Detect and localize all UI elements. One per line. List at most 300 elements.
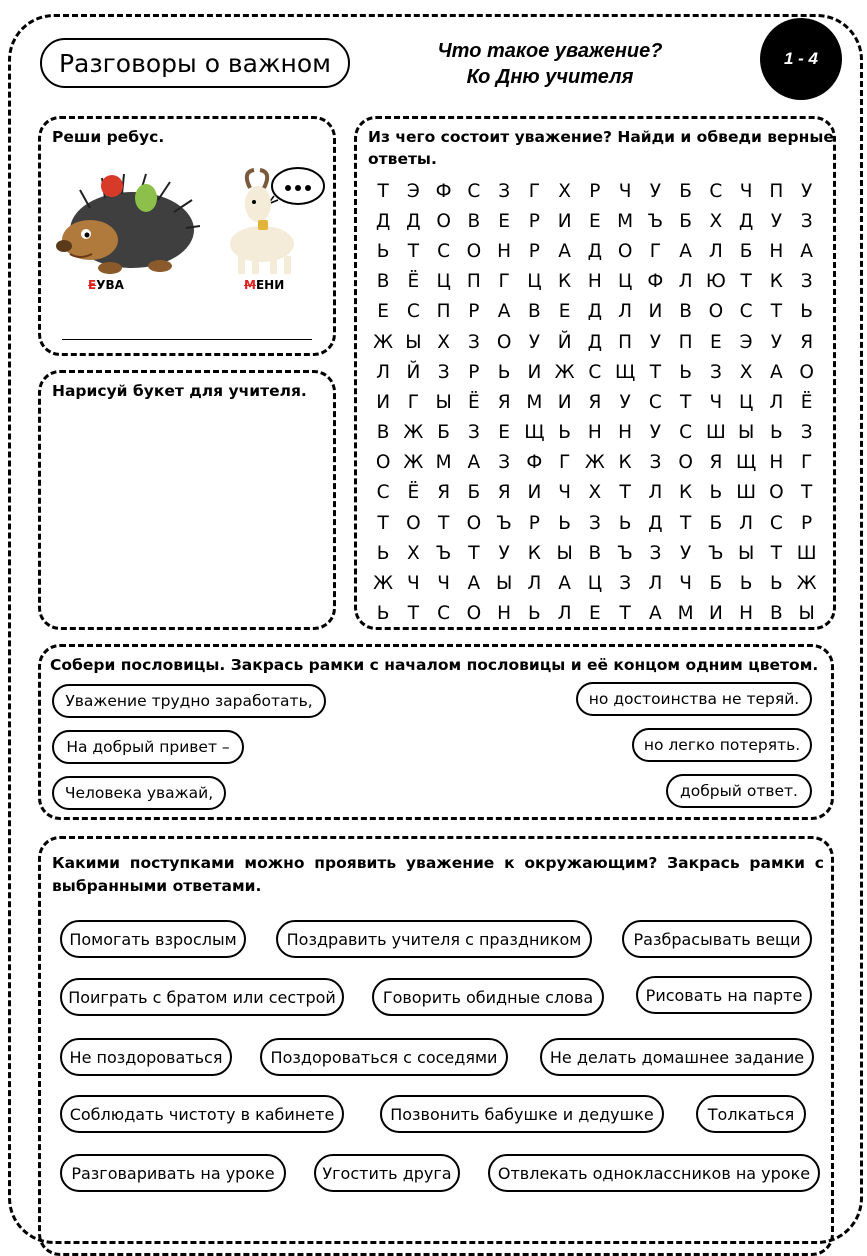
wordsearch-letter[interactable]: С bbox=[406, 301, 420, 323]
wordsearch-letter[interactable]: Н bbox=[769, 452, 784, 474]
wordsearch-letter[interactable]: О bbox=[708, 301, 724, 323]
wordsearch-letter[interactable]: Щ bbox=[615, 361, 636, 383]
action-text: Угостить друга bbox=[322, 1163, 452, 1183]
wordsearch-letter[interactable]: Г bbox=[558, 452, 571, 474]
wordsearch-letter[interactable]: Г bbox=[649, 240, 662, 262]
action-text: Разговаривать на уроке bbox=[71, 1163, 275, 1183]
wordsearch-letter[interactable]: Д bbox=[587, 240, 603, 262]
wordsearch-letter[interactable]: Ж bbox=[554, 361, 575, 383]
wordsearch-letter[interactable]: С bbox=[679, 422, 693, 444]
wordsearch-letter[interactable]: Ё bbox=[800, 391, 813, 413]
wordsearch-letter[interactable]: Т bbox=[619, 603, 631, 625]
rebus-title: Реши ребус. bbox=[52, 128, 165, 146]
wordsearch-letter[interactable]: Ы bbox=[405, 331, 422, 353]
action-text: Толкаться bbox=[707, 1104, 795, 1124]
proverb-beginning-2[interactable] bbox=[52, 730, 244, 764]
rebus-right-rest: ЕНИ bbox=[255, 278, 285, 292]
wordsearch-letter[interactable]: Б bbox=[679, 210, 692, 232]
wordsearch-letter[interactable]: Ь bbox=[739, 573, 753, 595]
wordsearch-letter[interactable]: Н bbox=[587, 271, 602, 293]
wordsearch-letter[interactable]: Ь bbox=[679, 361, 692, 383]
wordsearch-letter[interactable]: Р bbox=[528, 240, 540, 262]
wordsearch-letter[interactable]: Р bbox=[468, 361, 480, 383]
wordsearch-letter[interactable]: У bbox=[770, 331, 783, 353]
wordsearch-letter[interactable]: З bbox=[498, 180, 511, 202]
wordsearch-letter[interactable]: Е bbox=[498, 422, 510, 444]
wordsearch-letter[interactable]: Ъ bbox=[435, 542, 452, 564]
wordsearch-letter[interactable]: О bbox=[375, 452, 391, 474]
wordsearch-letter[interactable]: Н bbox=[497, 603, 512, 625]
wordsearch-letter[interactable]: П bbox=[436, 301, 451, 323]
proverb-text: Уважение трудно заработать, bbox=[65, 692, 313, 710]
wordsearch-letter[interactable]: П bbox=[618, 331, 633, 353]
wordsearch-letter[interactable]: Л bbox=[527, 573, 542, 595]
wordsearch-letter[interactable]: Ъ bbox=[708, 542, 724, 564]
wordsearch-letter[interactable]: Р bbox=[528, 210, 540, 232]
wordsearch-letter[interactable]: Б bbox=[679, 180, 692, 202]
wordsearch-letter[interactable]: Д bbox=[375, 210, 391, 232]
action-text: Не делать домашнее задание bbox=[549, 1047, 805, 1067]
wordsearch-letter[interactable]: П bbox=[769, 180, 784, 202]
wordsearch-letter[interactable]: З bbox=[649, 542, 662, 564]
wordsearch-letter[interactable]: Т bbox=[407, 603, 420, 625]
wordsearch-letter[interactable]: А bbox=[800, 240, 813, 262]
proverbs-title: Собери пословицы. Закрась рамки с началом пословицы и её концом одним цветом. bbox=[50, 656, 819, 674]
wordsearch-letter[interactable]: Ф bbox=[526, 452, 543, 474]
wordsearch-letter[interactable]: О bbox=[466, 240, 482, 262]
wordsearch-letter[interactable]: В bbox=[679, 301, 692, 323]
wordsearch-row bbox=[368, 508, 822, 538]
action-text: Отвлекать одноклассников на уроке bbox=[497, 1163, 811, 1183]
wordsearch-letter[interactable]: Л bbox=[557, 603, 572, 625]
wordsearch-letter[interactable]: В bbox=[376, 271, 390, 293]
wordsearch-letter[interactable]: Я bbox=[709, 452, 723, 474]
wordsearch-letter[interactable]: С bbox=[437, 603, 451, 625]
wordsearch-letter[interactable]: С bbox=[588, 361, 602, 383]
wordsearch-letter[interactable]: З bbox=[649, 452, 662, 474]
action-option[interactable] bbox=[314, 1154, 460, 1192]
wordsearch-letter[interactable]: Б bbox=[739, 240, 753, 262]
wordsearch-letter[interactable]: И bbox=[527, 482, 542, 504]
wordsearch-letter[interactable]: Ш bbox=[705, 422, 726, 444]
wordsearch-letter[interactable]: Л bbox=[376, 361, 391, 383]
wordsearch-letter[interactable]: Ы bbox=[798, 603, 815, 625]
wordsearch-letter[interactable]: В bbox=[528, 301, 541, 323]
wordsearch-letter[interactable]: Р bbox=[468, 301, 480, 323]
wordsearch-letter[interactable]: М bbox=[677, 603, 694, 625]
wordsearch-letter[interactable]: Я bbox=[497, 391, 511, 413]
wordsearch-letter[interactable]: У bbox=[649, 331, 662, 353]
wordsearch-letter[interactable]: У bbox=[649, 422, 662, 444]
proverb-beginning-1[interactable] bbox=[52, 684, 326, 718]
wordsearch-letter[interactable]: Т bbox=[740, 271, 752, 293]
wordsearch-letter[interactable]: Ь bbox=[709, 482, 723, 504]
title-line-2: Ко Дню учителя bbox=[466, 66, 634, 88]
wordsearch-row bbox=[368, 357, 822, 387]
wordsearch-title-1: Из чего состоит уважение? Найди и обведи верные bbox=[368, 128, 834, 146]
wordsearch-row bbox=[368, 538, 822, 568]
wordsearch-letter[interactable]: П bbox=[466, 271, 481, 293]
wordsearch-letter[interactable]: Я bbox=[437, 482, 451, 504]
wordsearch-letter[interactable]: Б bbox=[709, 573, 723, 595]
action-text: Разбрасывать вещи bbox=[633, 929, 801, 949]
wordsearch-letter[interactable]: С bbox=[437, 240, 451, 262]
proverb-text: добрый ответ. bbox=[680, 782, 798, 800]
wordsearch-letter[interactable]: Ъ bbox=[617, 542, 633, 564]
wordsearch-row bbox=[368, 387, 822, 417]
wordsearch-letter[interactable]: Я bbox=[497, 482, 511, 504]
action-option[interactable] bbox=[60, 920, 246, 958]
wordsearch-letter[interactable]: Л bbox=[708, 240, 723, 262]
wordsearch-letter[interactable]: Ч bbox=[709, 391, 723, 413]
wordsearch-letter[interactable]: П bbox=[678, 331, 693, 353]
wordsearch-letter[interactable]: Е bbox=[377, 301, 389, 323]
wordsearch-letter[interactable]: Ы bbox=[737, 422, 755, 444]
wordsearch-letter[interactable]: В bbox=[376, 422, 390, 444]
wordsearch-letter[interactable]: Я bbox=[588, 391, 602, 413]
wordsearch-row bbox=[368, 327, 822, 357]
wordsearch-letter[interactable]: Ы bbox=[737, 542, 755, 564]
wordsearch-letter[interactable]: Е bbox=[589, 210, 601, 232]
wordsearch-letter[interactable]: Ю bbox=[705, 271, 726, 293]
wordsearch-letter[interactable]: Ь bbox=[770, 573, 783, 595]
wordsearch-letter[interactable]: Д bbox=[587, 301, 603, 323]
wordsearch-letter[interactable]: З bbox=[588, 512, 601, 534]
wordsearch-letter[interactable]: А bbox=[649, 603, 662, 625]
wordsearch-letter[interactable]: С bbox=[709, 180, 723, 202]
wordsearch-letter[interactable]: Ь bbox=[770, 422, 783, 444]
wordsearch-letter[interactable]: И bbox=[557, 391, 572, 413]
wordsearch-letter[interactable]: А bbox=[497, 301, 511, 323]
wordsearch-letter[interactable]: О bbox=[466, 603, 482, 625]
wordsearch-letter[interactable]: Т bbox=[468, 542, 480, 564]
wordsearch-letter[interactable]: А bbox=[679, 240, 692, 262]
wordsearch-letter[interactable]: Ж bbox=[403, 422, 424, 444]
wordsearch-letter[interactable]: Х bbox=[709, 210, 723, 232]
wordsearch-letter[interactable]: З bbox=[800, 422, 813, 444]
proverb-ending-3[interactable] bbox=[666, 774, 812, 808]
wordsearch-letter[interactable]: Л bbox=[769, 391, 784, 413]
wordsearch-letter[interactable]: А bbox=[770, 361, 783, 383]
wordsearch-letter[interactable]: З bbox=[467, 422, 480, 444]
wordsearch-letter[interactable]: У bbox=[770, 210, 783, 232]
action-option[interactable] bbox=[60, 1154, 286, 1192]
proverb-text: Человека уважай, bbox=[64, 784, 214, 802]
wordsearch-letter[interactable]: Ь bbox=[618, 512, 632, 534]
wordsearch-letter[interactable]: Р bbox=[801, 512, 813, 534]
wordsearch-letter[interactable]: Т bbox=[377, 180, 389, 202]
wordsearch-letter[interactable]: В bbox=[770, 603, 783, 625]
wordsearch-letter[interactable]: Ы bbox=[435, 391, 452, 413]
wordsearch-letter[interactable]: В bbox=[588, 542, 602, 564]
action-option[interactable] bbox=[372, 978, 604, 1016]
wordsearch-letter[interactable]: Д bbox=[587, 331, 603, 353]
wordsearch-letter[interactable]: Ё bbox=[468, 391, 480, 413]
wordsearch-letter[interactable]: З bbox=[437, 361, 450, 383]
wordsearch-letter[interactable]: Л bbox=[739, 512, 754, 534]
proverb-beginning-3[interactable] bbox=[52, 776, 226, 810]
action-text: Помогать взрослым bbox=[69, 929, 237, 949]
rebus-right-struck: М bbox=[244, 278, 256, 292]
wordsearch-letter[interactable]: К bbox=[558, 271, 572, 293]
action-option[interactable] bbox=[540, 1038, 814, 1076]
wordsearch-letter[interactable]: Л bbox=[618, 301, 633, 323]
wordsearch-letter[interactable]: И bbox=[527, 361, 542, 383]
wordsearch-letter[interactable]: Ч bbox=[437, 573, 450, 595]
rebus-right-clue bbox=[244, 278, 284, 292]
wordsearch-letter[interactable]: Ь bbox=[800, 301, 813, 323]
rebus-left-struck: Е bbox=[88, 278, 97, 292]
wordsearch-row bbox=[368, 206, 822, 236]
wordsearch-letter[interactable]: Г bbox=[800, 452, 813, 474]
wordsearch-letter[interactable]: З bbox=[800, 210, 813, 232]
wordsearch-letter[interactable]: В bbox=[467, 210, 481, 232]
wordsearch-letter[interactable]: З bbox=[619, 573, 632, 595]
action-option[interactable] bbox=[636, 976, 812, 1014]
wordsearch-letter[interactable]: О bbox=[799, 361, 814, 383]
action-option[interactable] bbox=[622, 920, 812, 958]
wordsearch-letter[interactable]: О bbox=[617, 240, 633, 262]
wordsearch-letter[interactable]: Ь bbox=[528, 603, 541, 625]
wordsearch-letter[interactable]: С bbox=[648, 391, 662, 413]
wordsearch-letter[interactable]: Т bbox=[377, 512, 389, 534]
wordsearch-letter[interactable]: У bbox=[528, 331, 541, 353]
wordsearch-letter[interactable]: У bbox=[800, 180, 813, 202]
wordsearch-row bbox=[368, 267, 822, 297]
wordsearch-letter[interactable]: Т bbox=[770, 542, 783, 564]
wordsearch-letter[interactable]: Э bbox=[739, 331, 753, 353]
wordsearch-letter[interactable]: И bbox=[708, 603, 723, 625]
wordsearch-letter[interactable]: Ш bbox=[796, 542, 817, 564]
wordsearch-letter[interactable]: Х bbox=[739, 361, 753, 383]
wordsearch-letter[interactable]: Т bbox=[800, 482, 813, 504]
wordsearch-letter[interactable]: Ж bbox=[373, 573, 394, 595]
wordsearch-letter[interactable]: Ж bbox=[796, 573, 817, 595]
wordsearch-letter[interactable]: О bbox=[436, 210, 451, 232]
action-option[interactable] bbox=[696, 1095, 806, 1133]
wordsearch-letter[interactable]: У bbox=[649, 180, 662, 202]
wordsearch-letter[interactable]: Ч bbox=[558, 482, 571, 504]
wordsearch-letter[interactable]: Е bbox=[498, 210, 510, 232]
rebus-left-rest: УВА bbox=[96, 278, 124, 292]
action-text: Рисовать на парте bbox=[645, 985, 803, 1005]
wordsearch-letter[interactable]: И bbox=[557, 210, 572, 232]
action-option[interactable] bbox=[276, 920, 592, 958]
rebus-answer-line[interactable] bbox=[62, 339, 312, 340]
wordsearch-letter[interactable]: Г bbox=[498, 271, 510, 293]
wordsearch-letter[interactable]: А bbox=[467, 452, 481, 474]
wordsearch-letter[interactable]: Ф bbox=[647, 271, 664, 293]
wordsearch-letter[interactable]: Л bbox=[678, 271, 693, 293]
wordsearch-row bbox=[368, 418, 822, 448]
rebus-left-clue bbox=[88, 278, 124, 292]
wordsearch-letter[interactable]: Т bbox=[649, 361, 662, 383]
wordsearch-letter[interactable]: Ё bbox=[407, 271, 420, 293]
wordsearch-row bbox=[368, 478, 822, 508]
wordsearch-letter[interactable]: М bbox=[617, 210, 634, 232]
wordsearch-letter[interactable]: Щ bbox=[524, 422, 545, 444]
wordsearch-letter[interactable]: Д bbox=[648, 512, 663, 534]
wordsearch-letter[interactable]: Ж bbox=[373, 331, 394, 353]
wordsearch-letter[interactable]: Ф bbox=[435, 180, 452, 202]
wordsearch-letter[interactable]: Р bbox=[589, 180, 601, 202]
wordsearch-letter[interactable]: Н bbox=[739, 603, 754, 625]
wordsearch-letter[interactable]: Д bbox=[406, 210, 421, 232]
wordsearch-letter[interactable]: Ч bbox=[679, 573, 692, 595]
wordsearch-letter[interactable]: Э bbox=[406, 180, 420, 202]
wordsearch-letter[interactable]: Т bbox=[407, 240, 420, 262]
wordsearch-letter[interactable]: Е bbox=[710, 331, 722, 353]
wordsearch-letter[interactable]: О bbox=[496, 331, 512, 353]
wordsearch-letter[interactable]: Г bbox=[407, 391, 420, 413]
wordsearch-letter[interactable]: А bbox=[558, 240, 571, 262]
wordsearch-letter[interactable]: Ц bbox=[587, 573, 603, 595]
proverb-text: но достоинства не теряй. bbox=[588, 690, 800, 708]
wordsearch-letter[interactable]: С bbox=[769, 512, 783, 534]
bouquet-drawing-area[interactable] bbox=[38, 370, 336, 630]
wordsearch-letter[interactable]: У bbox=[619, 391, 631, 413]
wordsearch-letter[interactable]: З bbox=[498, 452, 511, 474]
wordsearch-letter[interactable]: О bbox=[769, 482, 784, 504]
wordsearch-letter[interactable]: Ы bbox=[495, 573, 513, 595]
topic-pill bbox=[40, 38, 350, 88]
wordsearch-letter[interactable]: А bbox=[467, 573, 481, 595]
wordsearch-letter[interactable]: Х bbox=[437, 331, 450, 353]
action-option[interactable] bbox=[60, 1038, 232, 1076]
wordsearch-letter[interactable]: Л bbox=[648, 573, 663, 595]
wordsearch-row bbox=[368, 599, 822, 629]
wordsearch-letter[interactable]: О bbox=[466, 512, 482, 534]
wordsearch-letter[interactable]: У bbox=[498, 542, 510, 564]
action-text: Позвонить бабушке и дедушке bbox=[390, 1104, 654, 1124]
page-title bbox=[400, 38, 700, 90]
action-option[interactable] bbox=[60, 978, 344, 1016]
wordsearch-letter[interactable]: Ц bbox=[527, 271, 542, 293]
wordsearch-letter[interactable]: Ч bbox=[618, 180, 632, 202]
wordsearch-letter[interactable]: М bbox=[435, 452, 452, 474]
wordsearch-letter[interactable]: Ь bbox=[376, 542, 390, 564]
proverb-ending-1[interactable] bbox=[576, 682, 812, 716]
wordsearch-letter[interactable]: Т bbox=[437, 512, 450, 534]
wordsearch-letter[interactable]: Ъ bbox=[496, 512, 512, 534]
wordsearch-letter[interactable]: Ь bbox=[376, 240, 390, 262]
wordsearch-letter[interactable]: Я bbox=[800, 331, 814, 353]
wordsearch-row bbox=[368, 297, 822, 327]
action-option[interactable] bbox=[488, 1154, 820, 1192]
wordsearch-letter[interactable]: Й bbox=[557, 331, 572, 353]
action-text: Поиграть с братом или сестрой bbox=[68, 987, 336, 1007]
wordsearch-letter[interactable]: Х bbox=[407, 542, 420, 564]
action-option[interactable] bbox=[260, 1038, 508, 1076]
wordsearch-letter[interactable]: Т bbox=[679, 512, 692, 534]
topic-label: Разговоры о важном bbox=[58, 48, 332, 78]
wordsearch-letter[interactable]: У bbox=[679, 542, 692, 564]
wordsearch-letter[interactable]: Ь bbox=[497, 361, 511, 383]
wordsearch-letter[interactable]: Ь bbox=[376, 603, 390, 625]
wordsearch-letter[interactable]: С bbox=[467, 180, 481, 202]
wordsearch-grid[interactable] bbox=[368, 176, 822, 629]
wordsearch-letter[interactable]: Н bbox=[497, 240, 512, 262]
wordsearch-letter[interactable]: Ъ bbox=[647, 210, 664, 232]
wordsearch-letter[interactable]: Ц bbox=[436, 271, 451, 293]
actions-title-1: Какими поступками можно проявить уважение к окружающим? Закрась рамки с bbox=[52, 854, 824, 872]
wordsearch-letter[interactable]: И bbox=[648, 301, 663, 323]
wordsearch-letter[interactable]: Ы bbox=[556, 542, 573, 564]
wordsearch-letter[interactable]: С bbox=[739, 301, 753, 323]
wordsearch-letter[interactable]: И bbox=[376, 391, 391, 413]
wordsearch-letter[interactable]: Ё bbox=[407, 482, 420, 504]
wordsearch-letter[interactable]: О bbox=[406, 512, 421, 534]
wordsearch-letter[interactable]: Б bbox=[437, 422, 450, 444]
wordsearch-letter[interactable]: Ж bbox=[403, 452, 424, 474]
wordsearch-letter[interactable]: Н bbox=[769, 240, 784, 262]
wordsearch-letter[interactable]: К bbox=[618, 452, 632, 474]
wordsearch-letter[interactable]: Ш bbox=[736, 482, 757, 504]
wordsearch-letter[interactable]: Р bbox=[528, 512, 540, 534]
wordsearch-letter[interactable]: Е bbox=[589, 603, 601, 625]
wordsearch-letter[interactable]: З bbox=[709, 361, 722, 383]
wordsearch-letter[interactable]: Н bbox=[618, 422, 633, 444]
proverb-text: На добрый привет – bbox=[66, 738, 230, 756]
wordsearch-letter[interactable]: Й bbox=[406, 361, 421, 383]
wordsearch-letter[interactable]: С bbox=[376, 482, 390, 504]
wordsearch-letter[interactable]: Ч bbox=[739, 180, 753, 202]
action-text: Говорить обидные слова bbox=[382, 987, 594, 1007]
wordsearch-letter[interactable]: К bbox=[769, 271, 783, 293]
wordsearch-letter[interactable]: З bbox=[800, 271, 813, 293]
wordsearch-letter[interactable]: Ь bbox=[558, 512, 571, 534]
wordsearch-title-2: ответы. bbox=[368, 150, 437, 168]
action-text: Поздороваться с соседями bbox=[270, 1047, 498, 1067]
wordsearch-letter[interactable]: Ж bbox=[584, 452, 605, 474]
wordsearch-letter[interactable]: Ц bbox=[617, 271, 633, 293]
bouquet-title: Нарисуй букет для учителя. bbox=[52, 382, 307, 400]
hedgehog-illustration bbox=[50, 168, 200, 278]
grade-badge bbox=[760, 18, 842, 100]
wordsearch-letter[interactable]: Д bbox=[738, 210, 754, 232]
wordsearch-letter[interactable]: Щ bbox=[736, 452, 757, 474]
wordsearch-row bbox=[368, 568, 822, 598]
wordsearch-letter[interactable]: Б bbox=[709, 512, 723, 534]
wordsearch-letter[interactable]: А bbox=[558, 573, 571, 595]
wordsearch-letter[interactable]: Х bbox=[558, 180, 571, 202]
wordsearch-letter[interactable]: Т bbox=[770, 301, 783, 323]
wordsearch-letter[interactable]: К bbox=[679, 482, 693, 504]
wordsearch-letter[interactable]: Т bbox=[679, 391, 692, 413]
action-text: Поздравить учителя с праздником bbox=[286, 929, 582, 949]
wordsearch-letter[interactable]: М bbox=[526, 391, 543, 413]
action-option[interactable] bbox=[380, 1095, 664, 1133]
wordsearch-letter[interactable]: З bbox=[467, 331, 480, 353]
wordsearch-letter[interactable]: Ч bbox=[407, 573, 420, 595]
wordsearch-letter[interactable]: Е bbox=[558, 301, 571, 323]
proverb-text: но легко потерять. bbox=[643, 736, 801, 754]
action-option[interactable] bbox=[60, 1095, 344, 1133]
wordsearch-letter[interactable]: Н bbox=[587, 422, 602, 444]
wordsearch-letter[interactable]: Т bbox=[619, 482, 631, 504]
wordsearch-letter[interactable]: К bbox=[527, 542, 541, 564]
wordsearch-letter[interactable]: О bbox=[678, 452, 693, 474]
wordsearch-letter[interactable]: Г bbox=[528, 180, 541, 202]
wordsearch-letter[interactable]: Ц bbox=[738, 391, 754, 413]
wordsearch-row bbox=[368, 176, 822, 206]
proverb-ending-2[interactable] bbox=[632, 728, 812, 762]
wordsearch-letter[interactable]: Л bbox=[648, 482, 663, 504]
wordsearch-letter[interactable]: Х bbox=[588, 482, 602, 504]
wordsearch-letter[interactable]: Б bbox=[467, 482, 481, 504]
goat-illustration bbox=[212, 166, 330, 278]
wordsearch-letter[interactable]: Ь bbox=[558, 422, 571, 444]
